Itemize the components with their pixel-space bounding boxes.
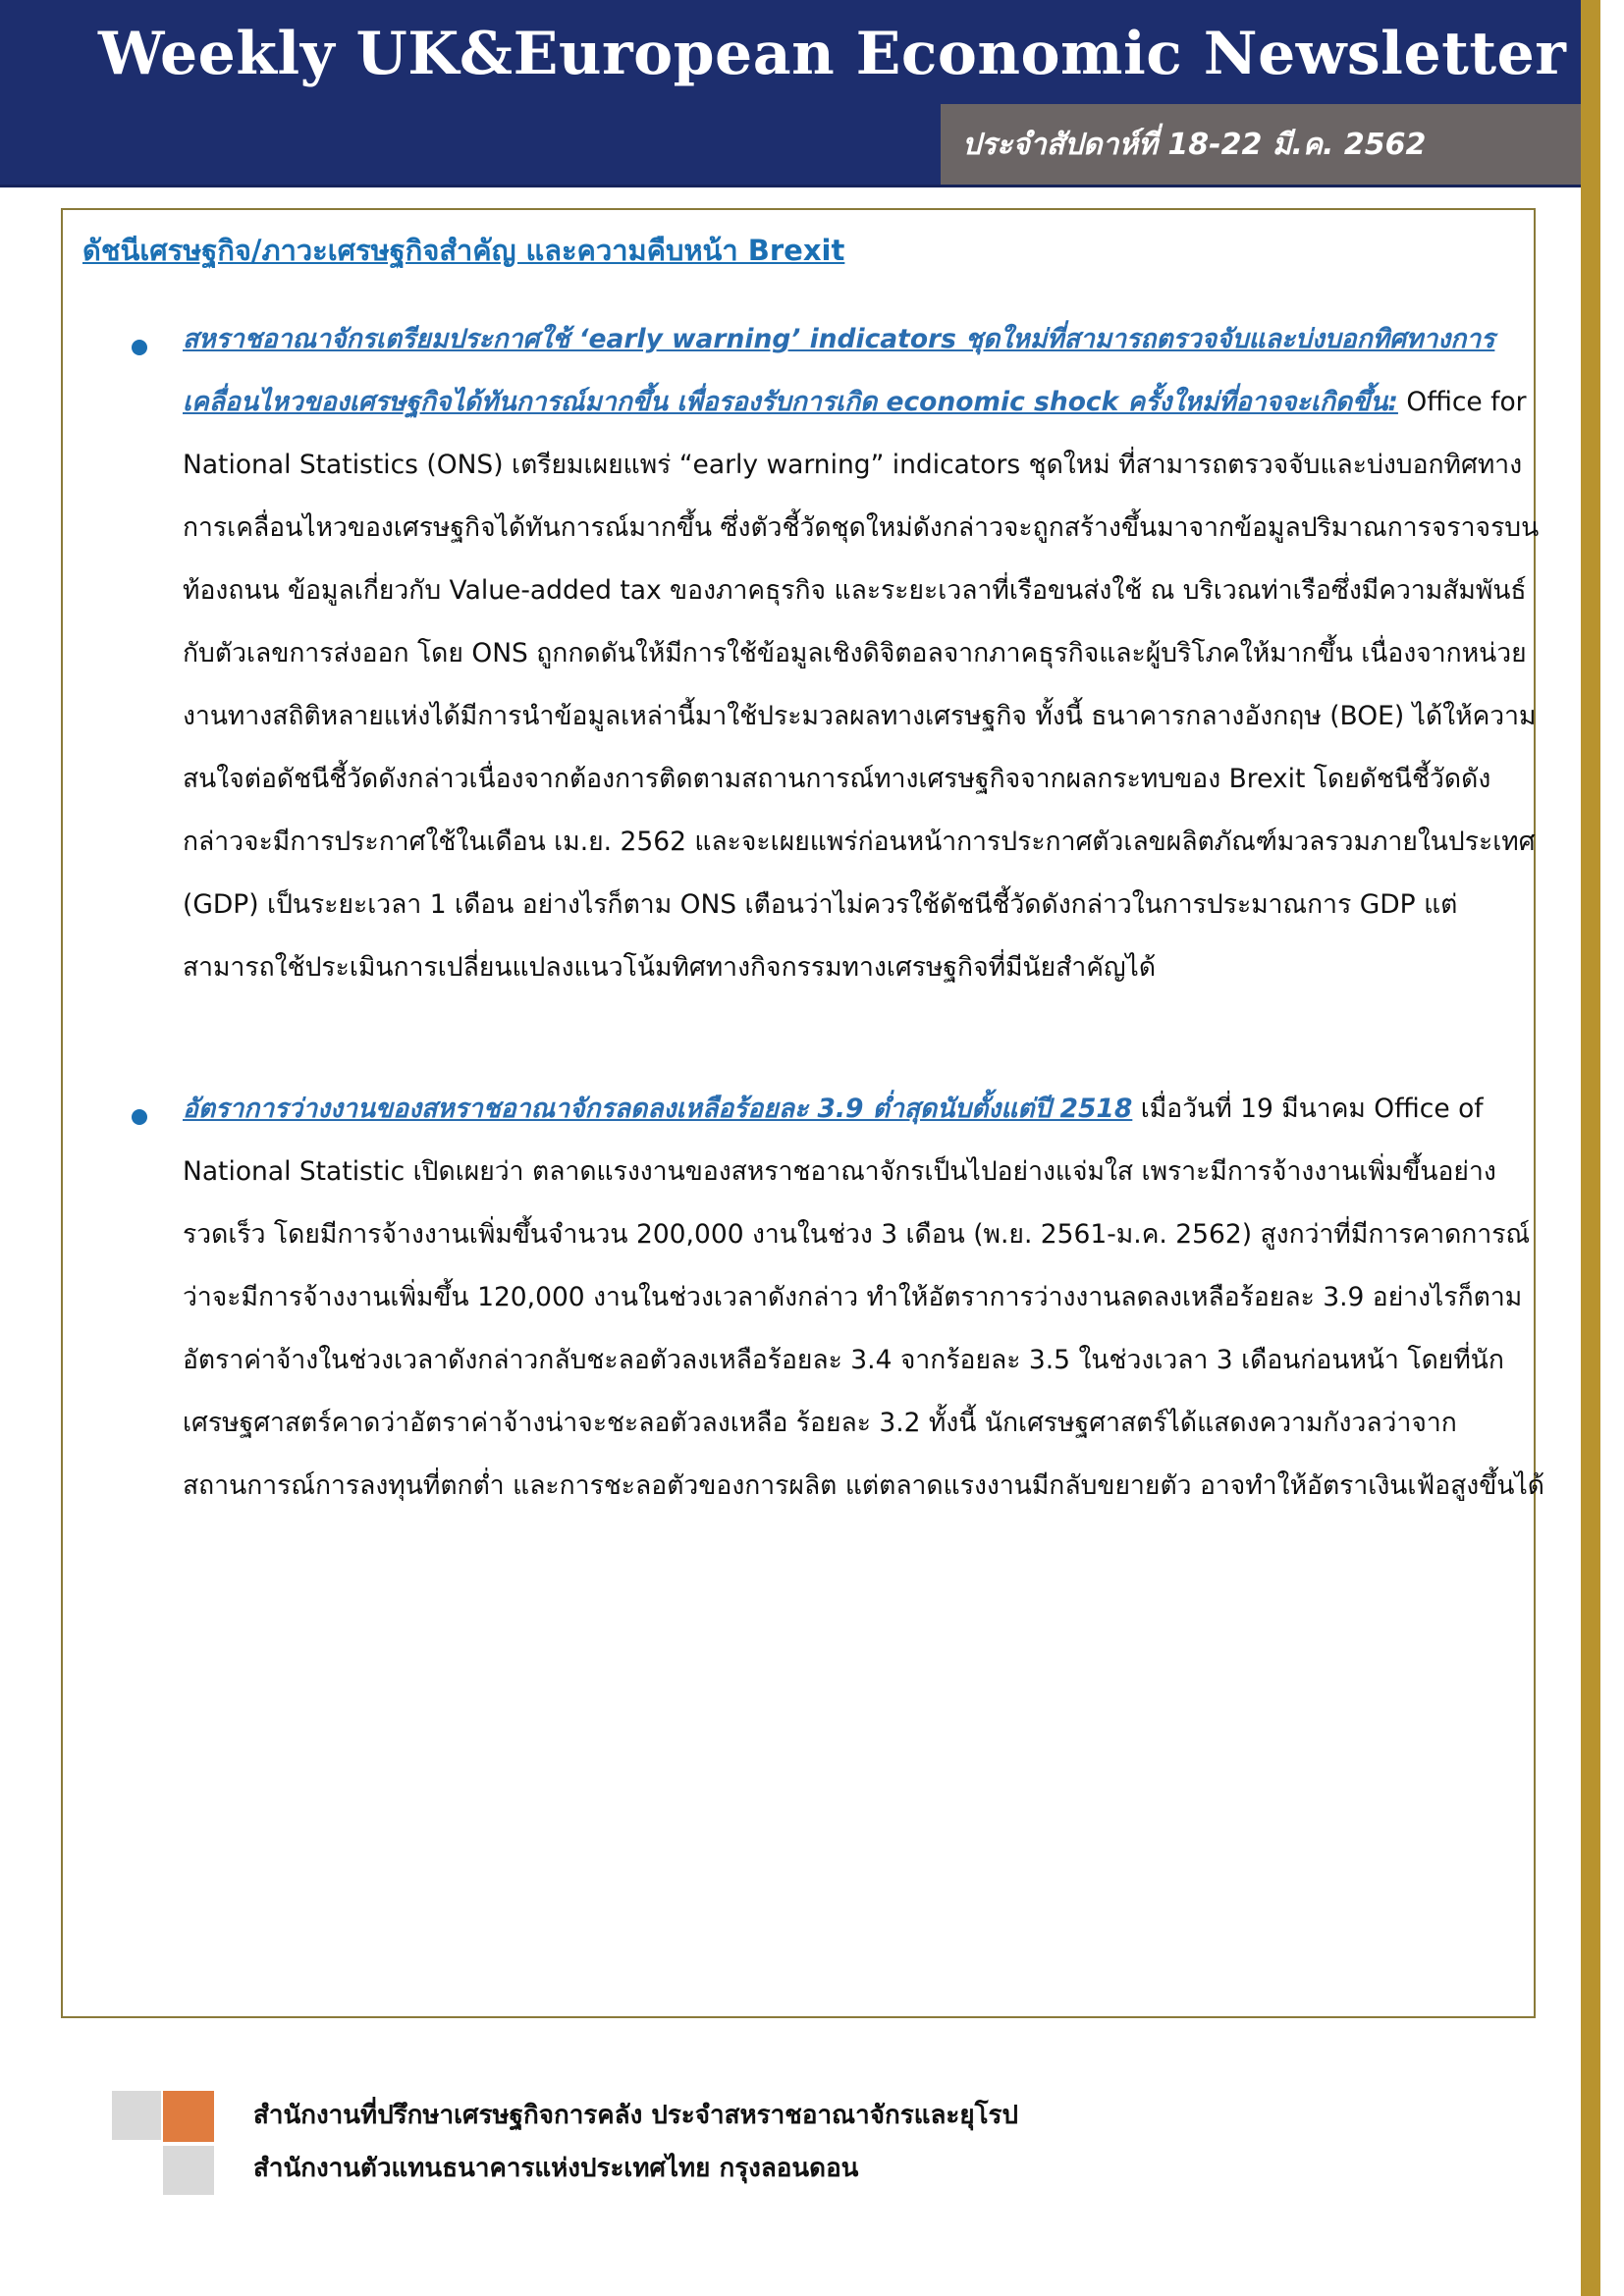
footer-logo-square [163, 2091, 214, 2142]
content-frame [61, 208, 1545, 2018]
section-heading: ดัชนีเศรษฐกิจ/ภาวะเศรษฐกิจสำคัญ และความคืบหน้า Brexit [82, 234, 845, 267]
bullet-text [183, 1078, 1547, 1518]
issue-date: ประจำสัปดาห์ที่ 18-22 มี.ค. 2562 [962, 128, 1427, 162]
newsletter-header [0, 0, 1581, 187]
bullet-icon [132, 1109, 147, 1125]
decorative-side-bar [1581, 0, 1600, 2296]
footer-office-line: สำนักงานตัวแทนธนาคารแห่งประเทศไทย กรุงลอนดอน [253, 2154, 859, 2183]
date-bar [941, 104, 1581, 185]
bullet-icon [132, 340, 147, 355]
bullet-lead: สหราชอาณาจักรเตรียมประกาศใช้ ‘early warning’ indicators ชุดใหม่ที่สามารถตรวจจับและบ่งบอกทิศทางการเคลื่อนไหวของเศรษฐกิจได้ทันการณ์มากขึ้น เพื่อรองรับการเกิด economic shock ครั้งใหม่ที่อาจจะเกิดขึ้น: [183, 324, 1495, 417]
footer-office-line: สำนักงานที่ปรึกษาเศรษฐกิจการคลัง ประจำสหราชอาณาจักรและยุโรป [253, 2101, 1019, 2130]
bullet-text [183, 308, 1547, 999]
footer-logo-square [112, 2091, 161, 2140]
bullet-body: เมื่อวันที่ 19 มีนาคม Office of National Statistic เปิดเผยว่า ตลาดแรงงานของสหราชอาณาจักรเป็นไปอย่างแจ่มใส เพราะมีการจ้างงานเพิ่มขึ้นอย่างรวดเร็ว โดยมีการจ้างงานเพิ่มขึ้นจำนวน 200,000 งานในช่วง 3 เดือน (พ.ย. 2561-ม.ค. 2562) สูงกว่าที่มีการคาดการณ์ว่าจะมีการจ้างงานเพิ่มขึ้น 120,000 งานในช่วงเวลาดังกล่าว ทำให้อัตราการว่างงานลดลงเหลือร้อยละ 3.9 อย่างไรก็ตาม อัตราค่าจ้างในช่วงเวลาดังกล่าวกลับชะลอตัวลงเหลือร้อยละ 3.4 จากร้อยละ 3.5 ในช่วงเวลา 3 เดือนก่อนหน้า โดยที่นักเศรษฐศาสตร์คาดว่าอัตราค่าจ้างน่าจะชะลอตัวลงเหลือ ร้อยละ 3.2 ทั้งนี้ นักเศรษฐศาสตร์ได้แสดงความกังวลว่าจากสถานการณ์การลงทุนที่ตกต่ำ และการชะลอตัวของการผลิต แต่ตลาดแรงงานมีกลับขยายตัว อาจทำให้อัตราเงินเฟ้อสูงขึ้นได้ [183, 1094, 1545, 1501]
newsletter-title: Weekly UK&European Economic Newsletter [98, 20, 1567, 88]
bullet-lead: อัตราการว่างงานของสหราชอาณาจักรลดลงเหลือร้อยละ 3.9 ต่ำสุดนับตั้งแต่ปี 2518 [183, 1094, 1133, 1124]
bullet-body: Office for National Statistics (ONS) เตรียมเผยแพร่ “early warning” indicators ชุดใหม่ ที่สามารถตรวจจับและบ่งบอกทิศทางการเคลื่อนไหวของเศรษฐกิจได้ทันการณ์มากขึ้น ซึ่งตัวชี้วัดชุดใหม่ดังกล่าวจะถูกสร้างขึ้นมาจากข้อมูลปริมาณการจราจรบนท้องถนน ข้อมูลเกี่ยวกับ Value-added tax ของภาคธุรกิจ และระยะเวลาที่เรือขนส่งใช้ ณ บริเวณท่าเรือซึ่งมีความสัมพันธ์กับตัวเลขการส่งออก โดย ONS ถูกกดดันให้มีการใช้ข้อมูลเชิงดิจิตอลจากภาคธุรกิจและผู้บริโภคให้มากขึ้น เนื่องจากหน่วยงานทางสถิติหลายแห่งได้มีการนำข้อมูลเหล่านี้มาใช้ประมวลผลทางเศรษฐกิจ ทั้งนี้ ธนาคารกลางอังกฤษ (BOE) ได้ให้ความสนใจต่อดัชนีชี้วัดดังกล่าวเนื่องจากต้องการติดตามสถานการณ์ทางเศรษฐกิจจากผลกระทบของ Brexit โดยดัชนีชี้วัดดังกล่าวจะมีการประกาศใช้ในเดือน เม.ย. 2562 และจะเผยแพร่ก่อนหน้าการประกาศตัวเลขผลิตภัณฑ์มวลรวมภายในประเทศ (GDP) เป็นระยะเวลา 1 เดือน อย่างไรก็ตาม ONS เตือนว่าไม่ควรใช้ดัชนีชี้วัดดังกล่าวในการประมาณการ GDP แต่สามารถใช้ประเมินการเปลี่ยนแปลงแนวโน้มทิศทางกิจกรรมทางเศรษฐกิจที่มีนัยสำคัญได้ [183, 387, 1540, 983]
footer-logo-square [163, 2146, 214, 2195]
